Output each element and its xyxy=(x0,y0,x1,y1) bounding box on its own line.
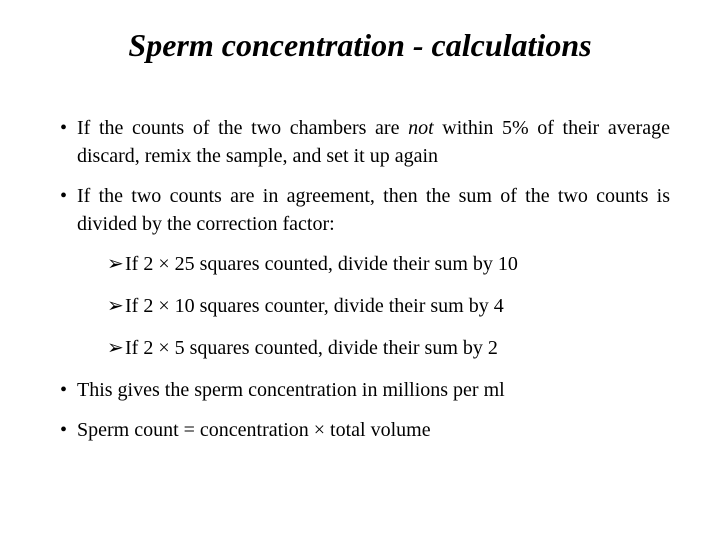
bullet-item xyxy=(60,114,670,170)
sub-bullet-text: If 2 × 10 squares counter, divide their sum by 4 xyxy=(125,295,504,317)
bullet-dot-icon: • xyxy=(60,185,68,207)
slide-title: Sperm concentration - calculations xyxy=(128,27,592,63)
slide-content xyxy=(60,114,670,456)
sub-bullet-item xyxy=(107,250,670,278)
bullet-text: Sperm count = concentration × total volume xyxy=(77,419,431,441)
arrow-bullet-icon: ➢ xyxy=(107,295,124,317)
bullet-text-pre: If the counts of the two chambers are xyxy=(77,117,409,139)
bullet-item xyxy=(60,182,670,238)
arrow-bullet-icon: ➢ xyxy=(107,253,124,275)
bullet-dot-icon: • xyxy=(60,117,68,139)
bullet-text: This gives the sperm concentration in millions per ml xyxy=(77,379,505,401)
bullet-item xyxy=(60,416,670,444)
bullet-dot-icon: • xyxy=(60,379,68,401)
bullet-dot-icon: • xyxy=(60,419,68,441)
sub-bullet-item xyxy=(107,292,670,320)
bullet-text: If the two counts are in agreement, then the sum of the two counts is divided by the correction factor: xyxy=(77,185,670,235)
bullet-text-post: within 5% of their average discard, remix the sample, and set it up again xyxy=(77,117,670,167)
bullet-text-emphasis: not xyxy=(408,117,434,139)
arrow-bullet-icon: ➢ xyxy=(107,337,124,359)
sub-bullet-text: If 2 × 5 squares counted, divide their sum by 2 xyxy=(125,337,498,359)
sub-bullet-text: If 2 × 25 squares counted, divide their sum by 10 xyxy=(125,253,518,275)
bullet-item xyxy=(60,376,670,404)
sub-bullet-item xyxy=(107,334,670,362)
